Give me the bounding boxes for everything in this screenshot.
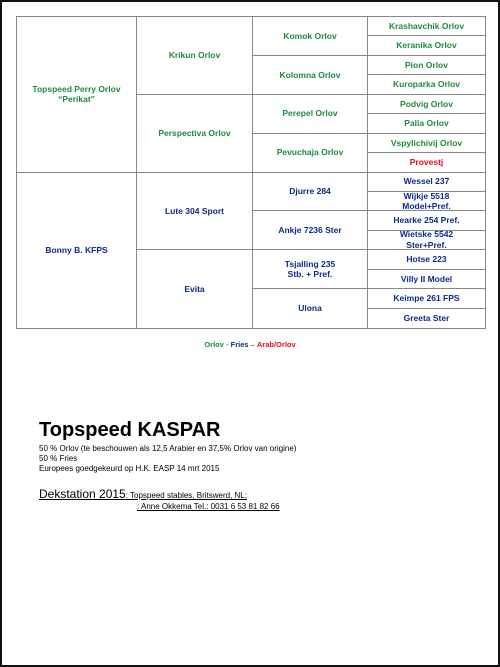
great-great-grandparent-cell: Hotse 223	[368, 250, 485, 269]
grandparent-cell: Krikun Orlov	[137, 17, 253, 95]
grandparent-cell: Perspectiva Orlov	[137, 95, 253, 173]
info-line-orlov: 50 % Orlov (te beschouwen als 12,5 Arabier en 37,5% Orlov van origine)	[39, 444, 297, 453]
info-line-approval: Europees goedgekeurd op H.K. EASP 14 mrt 2015	[39, 464, 220, 473]
great-grandparent-cell: Ulona	[253, 289, 368, 328]
legend-separator: –	[248, 340, 257, 349]
great-great-grandparent-cell: Podvig Orlov	[368, 95, 485, 114]
great-grandparent-cell: Komok Orlov	[253, 17, 368, 56]
great-grandparent-cell: Ankje 7236 Ster	[253, 211, 368, 250]
horse-title: Topspeed KASPAR	[39, 419, 221, 441]
great-great-grandparent-cell: Kuroparka Orlov	[368, 75, 485, 94]
info-line-fries: 50 % Fries	[39, 454, 78, 463]
great-grandparent-cell: Djurre 284	[253, 173, 368, 212]
stud-station-value: : Topspeed stables, Britswerd, NL;	[125, 491, 247, 500]
great-grandparent-cell: Tsjalling 235 Stb. + Pref.	[253, 250, 368, 289]
sire-dam-cell: Topspeed Perry Orlov “Perikat”	[17, 17, 137, 173]
great-great-grandparent-cell: Vspylichivij Orlov	[368, 134, 485, 153]
great-great-grandparent-cell: Krashavchik Orlov	[368, 17, 485, 36]
contact-line: : Anne Okkema Tel.: 0031 6 53 81 82 66	[137, 502, 280, 511]
sire-dam-cell: Bonny B. KFPS	[17, 173, 137, 329]
grandparent-cell: Lute 304 Sport	[137, 173, 253, 251]
great-grandparent-cell: Perepel Orlov	[253, 95, 368, 134]
horse-info	[39, 444, 296, 474]
stud-station	[39, 487, 247, 501]
great-great-grandparent-cell: Greeta Ster	[403, 312, 450, 323]
great-great-grandparent-cell: Pion Orlov	[368, 56, 485, 75]
legend-separator: -	[223, 340, 231, 349]
great-grandparent-cell: Pevuchaja Orlov	[253, 134, 368, 173]
great-great-grandparent-cell: Hearke 254 Pref.	[368, 211, 485, 230]
great-great-grandparent-cell: Wijkje 5518 Model+Pref.	[368, 192, 485, 211]
great-great-grandparent-cell: Palia Orlov	[368, 114, 485, 133]
great-great-grandparent-cell: Keranika Orlov	[368, 36, 485, 55]
breed-legend	[2, 340, 498, 349]
stud-station-label: Dekstation 2015	[39, 487, 126, 501]
great-great-grandparent-cell: Provestj	[368, 153, 485, 172]
great-great-grandparent-cell: Villy II Model	[368, 270, 485, 289]
legend-orlov: Orlov	[204, 340, 224, 349]
grandparent-cell: Evita	[137, 250, 253, 328]
pedigree-table	[16, 16, 486, 329]
great-great-grandparent-cell: Keimpe 261 FPS	[368, 289, 485, 308]
legend-fries: Fries	[230, 340, 249, 349]
legend-arab-orlov: Arab/Orlov	[256, 340, 296, 349]
great-great-grandparent-cell: Wietske 5542 Ster+Pref.	[368, 231, 485, 250]
great-great-grandparent-cell: Wessel 237	[368, 173, 485, 192]
great-grandparent-cell: Kolomna Orlov	[253, 56, 368, 95]
